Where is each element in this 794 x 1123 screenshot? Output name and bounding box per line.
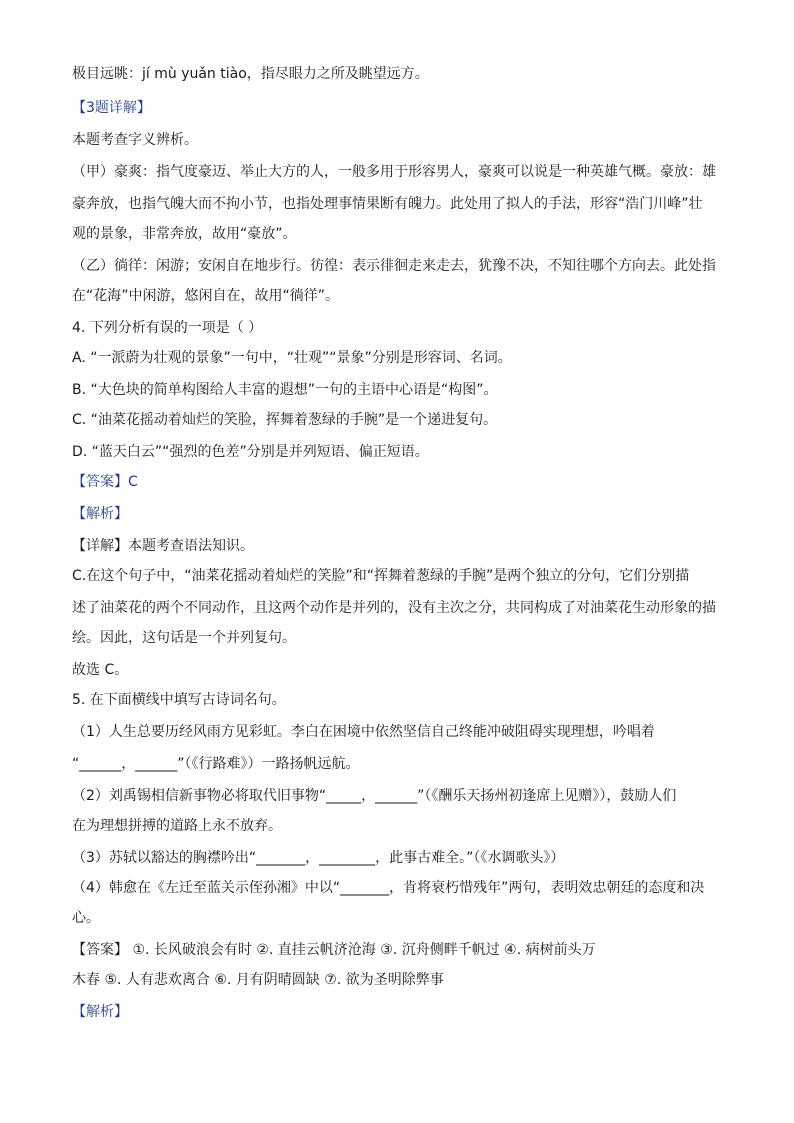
text-line: 极目远眺：jí mù yuǎn tiào，指尽眼力之所及眺望远方。	[72, 66, 429, 82]
answer-label: 【答案】C	[72, 474, 138, 490]
text-line: （2）刘禹锡相信新事物必将取代旧事物“_____，______”（《酬乐天扬州初逢席上见赠》），鼓励人们	[72, 788, 677, 804]
text-line: （1）人生总要历经风雨方见彩虹。李白在困境中依然坚信自己终能冲破阻碍实现理想，吟唱着	[72, 724, 655, 740]
text-line: 【详解】本题考查语法知识。	[72, 538, 254, 554]
text-line: 豪奔放，也指气魄大而不拘小节，也指处理事情果断有魄力。此处用了拟人的手法，形容“浩门川峰”壮	[72, 196, 703, 212]
question-title: 5. 在下面横线中填写古诗词名句。	[72, 692, 286, 708]
analysis-heading: 【解析】	[72, 1004, 128, 1020]
option-d: D. “蓝天白云”“强烈的色差”分别是并列短语、偏正短语。	[72, 444, 429, 460]
text-line: 绘。因此，这句话是一个并列复句。	[72, 630, 296, 646]
option-c: C. “油菜花摇动着灿烂的笑脸，挥舞着葱绿的手腕”是一个递进复句。	[72, 412, 498, 428]
text-line: （3）苏轼以豁达的胸襟吟出“_______，________，此事古难全。”（《水调歌头》）	[72, 850, 565, 866]
text-line: C.在这个句子中，“油菜花摇动着灿烂的笑脸”和“挥舞着葱绿的手腕”是两个独立的分句，它们分别描	[72, 568, 690, 584]
answer-row: 木春 ⑤. 人有悲欢离合 ⑥. 月有阴晴圆缺 ⑦. 欲为圣明除弊事	[72, 972, 444, 988]
text-line: 观的景象，非常奔放，故用“豪放”。	[72, 226, 297, 242]
option-a: A. “一派蔚为壮观的景象”一句中，“壮观”“景象”分别是形容词、名词。	[72, 350, 512, 366]
text-line: （4）韩愈在《左迁至蓝关示侄孙湘》中以“_______，肯将衰朽惜残年”两句，表明效忠朝廷的态度和决	[72, 880, 705, 896]
answer-row: 【答案】 ①. 长风破浪会有时 ②. 直挂云帆济沧海 ③. 沉舟侧畔千帆过 ④. 病树前头万	[72, 942, 596, 958]
text-line: 故选 C。	[72, 662, 129, 678]
text-line: 述了油菜花的两个不同动作，且这两个动作是并列的，没有主次之分，共同构成了对油菜花生动形象的描	[72, 600, 716, 616]
text-line: 本题考查字义辨析。	[72, 132, 198, 148]
section-heading: 【3题详解】	[72, 100, 151, 116]
option-b: B. “大色块的简单构图给人丰富的遐想”一句的主语中心语是“构图”。	[72, 382, 498, 398]
text-line: 在为理想拼搏的道路上永不放弃。	[72, 818, 282, 834]
text-line: 在“花海”中闲游，悠闲自在，故用“徜徉”。	[72, 288, 340, 304]
question-title: 4. 下列分析有误的一项是（ ）	[72, 320, 263, 336]
text-line: 心。	[72, 910, 100, 926]
text-line: （甲）豪爽：指气度豪迈、举止大方的人，一般多用于形容男人，豪爽可以说是一种英雄气概。豪放：雄	[72, 164, 716, 180]
analysis-heading: 【解析】	[72, 506, 128, 522]
text-line: （乙）徜徉：闲游；安闲自在地步行。彷徨：表示徘徊走来走去，犹豫不决，不知往哪个方向去。此处指	[72, 258, 716, 274]
text-line: “______，______”（《行路难》）一路扬帆远航。	[72, 756, 360, 772]
